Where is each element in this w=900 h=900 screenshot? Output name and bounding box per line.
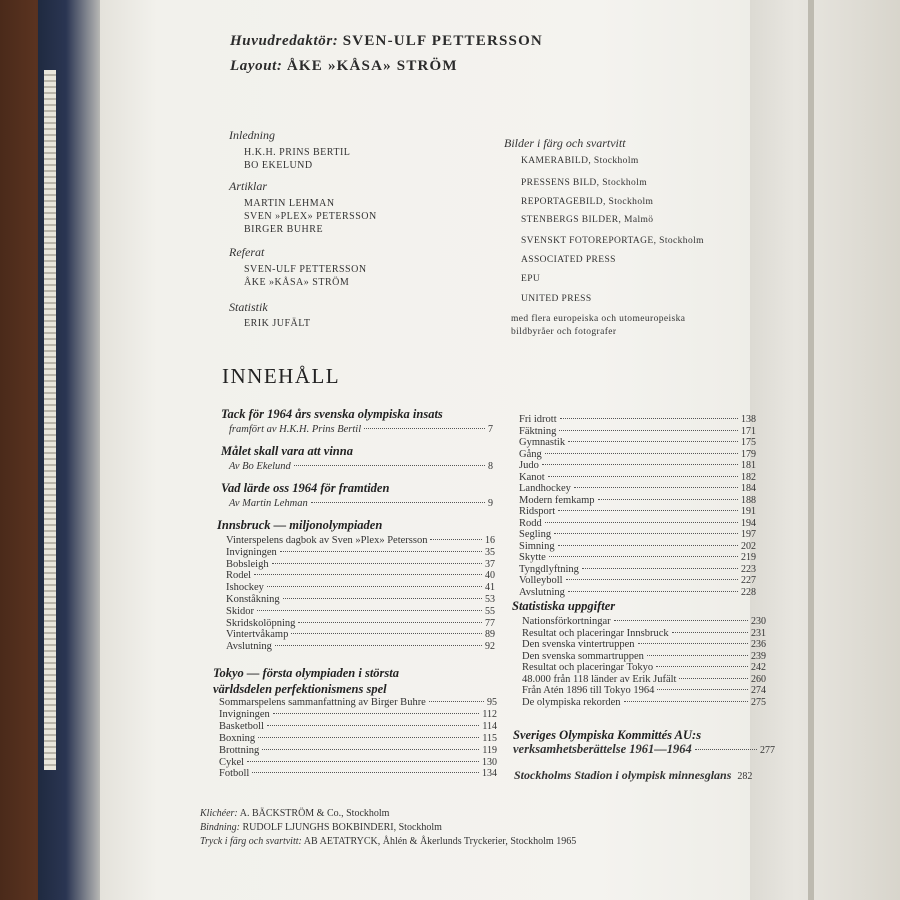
toc-entry-page: 35 xyxy=(485,546,495,558)
toc-entry-text: Ridsport xyxy=(519,506,556,517)
toc-entry xyxy=(519,460,756,471)
toc-section-title: Målet skall vara att vinna xyxy=(221,444,353,458)
toc-entry-text: Gång xyxy=(519,448,542,460)
toc-entry-page: 40 xyxy=(485,570,495,582)
leader-dots xyxy=(430,539,482,540)
imprint-tryck xyxy=(200,836,576,847)
toc-entry-page: 55 xyxy=(485,605,495,617)
toc-entry xyxy=(519,472,756,483)
toc-entry-text: Stockholms Stadion i olympisk minnesglans xyxy=(514,768,732,782)
leader-dots xyxy=(258,737,479,738)
toc-entry-text: Avslutning xyxy=(519,586,565,598)
credit-name: SVEN »PLEX» PETERSSON xyxy=(244,211,377,222)
toc-entry-page: 223 xyxy=(741,563,756,575)
toc-entry xyxy=(522,685,766,696)
toc-section-title: Innsbruck — miljonolympiaden xyxy=(217,518,383,532)
toc-entry-text: Landhockey xyxy=(519,483,571,494)
leader-dots xyxy=(549,556,738,557)
credit-name: BO EKELUND xyxy=(244,160,313,171)
photo-agency: STENBERGS BILDER, Malmö xyxy=(521,215,654,225)
toc-entry-page: 7 xyxy=(488,424,493,435)
toc-entry-page: 194 xyxy=(741,517,756,529)
toc-entry xyxy=(519,541,756,552)
leader-dots xyxy=(545,453,738,454)
toc-entry-text: Invigningen xyxy=(219,708,270,720)
toc-entry-text: Skridskolöpning xyxy=(226,617,296,629)
toc-entry xyxy=(219,733,497,744)
toc-entry-page: 236 xyxy=(751,639,766,650)
leader-dots xyxy=(262,749,479,750)
imprint-label: Klichéer: xyxy=(200,808,238,819)
toc-entry-text: Av Martin Lehman xyxy=(229,498,308,509)
toc-entry xyxy=(519,518,756,529)
toc-entry-text: Vinterspelens dagbok av Sven »Plex» Petersson xyxy=(226,535,428,546)
toc-entry-text: Kanot xyxy=(519,471,545,483)
toc-entry-page: 119 xyxy=(482,744,497,756)
toc-entry-page: 242 xyxy=(751,662,766,673)
toc-entry-page: 53 xyxy=(485,594,495,605)
photo-agency: KAMERABILD, Stockholm xyxy=(521,156,639,166)
toc-entry-page: 114 xyxy=(482,720,497,732)
imprint-value: A. BÄCKSTRÖM & Co., Stockholm xyxy=(239,808,390,819)
toc-entry-page: 181 xyxy=(741,460,756,471)
leader-dots xyxy=(291,633,482,634)
toc-section-title: Vad lärde oss 1964 för framtiden xyxy=(221,481,390,495)
credit-name: ÅKE »KÅSA» STRÖM xyxy=(244,277,350,288)
toc-entry xyxy=(519,529,756,540)
leader-dots xyxy=(566,579,738,580)
credit-name: BIRGER BUHRE xyxy=(244,224,324,235)
toc-entry-text: Vintertvåkamp xyxy=(226,629,289,641)
leader-dots xyxy=(647,655,748,656)
toc-entry-text: Volleyboll xyxy=(519,575,563,586)
toc-entry xyxy=(219,709,497,720)
toc-entry-page: 37 xyxy=(485,558,495,570)
leader-dots xyxy=(272,563,482,564)
toc-entry xyxy=(519,587,756,598)
facing-page xyxy=(750,0,900,900)
leader-dots xyxy=(672,632,748,633)
leader-dots xyxy=(679,678,748,679)
toc-entry xyxy=(522,697,766,708)
credit-name: SVEN-ULF PETTERSSON xyxy=(244,264,367,275)
leader-dots xyxy=(267,586,482,587)
toc-entry xyxy=(522,674,766,685)
toc-entry-page: 134 xyxy=(482,768,497,780)
toc-entry xyxy=(519,564,756,575)
toc-entry-page: 231 xyxy=(751,627,766,639)
leader-dots xyxy=(695,749,757,750)
toc-entry xyxy=(519,437,756,448)
toc-entry xyxy=(519,414,756,425)
credit-heading-statistik: Statistik xyxy=(229,300,268,314)
toc-entry-page: 130 xyxy=(482,756,497,768)
toc-entry-text: Boxning xyxy=(219,732,256,744)
leader-dots xyxy=(598,499,738,500)
leader-dots xyxy=(657,689,748,690)
toc-entry-text: Modern femkamp xyxy=(519,494,595,506)
cover-stripes xyxy=(44,70,56,770)
toc-entry-text: Konståkning xyxy=(226,594,280,605)
toc-entry-page: 260 xyxy=(751,673,766,685)
toc-entry-text: Judo xyxy=(519,460,539,471)
toc-entry-text: Från Atén 1896 till Tokyo 1964 xyxy=(522,685,655,696)
toc-entry xyxy=(229,498,493,509)
photo-note: bildbyråer och fotografer xyxy=(511,327,617,337)
toc-entry xyxy=(219,757,497,768)
toc-entry-page: 228 xyxy=(741,586,756,598)
toc-entry-text: Fri idrott xyxy=(519,414,557,425)
leader-dots xyxy=(273,713,480,714)
toc-entry xyxy=(522,639,766,650)
toc-entry-text: Resultat och placeringar Tokyo xyxy=(522,662,654,673)
contents-title: INNEHÅLL xyxy=(222,364,341,388)
toc-entry xyxy=(219,697,497,708)
toc-entry-page: 95 xyxy=(487,697,497,708)
leader-dots xyxy=(247,761,479,762)
leader-dots xyxy=(283,598,482,599)
credit-name: ERIK JUFÄLT xyxy=(244,318,311,329)
toc-entry-page: 8 xyxy=(488,461,493,472)
toc-entry xyxy=(226,582,495,593)
leader-dots xyxy=(545,522,738,523)
photo-agency: SVENSKT FOTOREPORTAGE, Stockholm xyxy=(521,236,704,246)
credit-heading-referat: Referat xyxy=(229,245,265,259)
toc-entry-text: Resultat och placeringar Innsbruck xyxy=(522,627,669,639)
toc-entry-text: Fotboll xyxy=(219,768,250,780)
toc-entry-text: De olympiska rekorden xyxy=(522,696,621,708)
toc-entry-page: 175 xyxy=(741,437,756,448)
leader-dots xyxy=(294,465,485,466)
toc-entry xyxy=(522,662,766,673)
toc-entry xyxy=(226,606,495,617)
toc-entry xyxy=(519,495,756,506)
layout-line xyxy=(230,58,458,75)
leader-dots xyxy=(275,645,482,646)
toc-entry-page: 89 xyxy=(485,629,495,641)
toc-entry xyxy=(519,552,756,563)
toc-entry-text: Basketboll xyxy=(219,720,264,732)
leader-dots xyxy=(656,666,748,667)
leader-dots xyxy=(568,591,738,592)
toc-entry xyxy=(226,559,495,570)
layout-label: Layout: xyxy=(230,58,283,74)
leader-dots xyxy=(254,574,482,575)
toc-entry xyxy=(219,721,497,732)
photo-agency: REPORTAGEBILD, Stockholm xyxy=(521,197,654,207)
toc-entry-page: 230 xyxy=(751,616,766,627)
toc-entry-text: Ishockey xyxy=(226,582,264,594)
toc-entry-text: Nationsförkortningar xyxy=(522,616,611,627)
toc-entry-page: 77 xyxy=(485,617,495,629)
leader-dots xyxy=(257,610,482,611)
leader-dots xyxy=(554,533,738,534)
toc-entry xyxy=(226,570,495,581)
leader-dots xyxy=(311,502,485,503)
leader-dots xyxy=(582,568,738,569)
toc-entry-text: Den svenska vintertruppen xyxy=(522,639,635,650)
toc-entry-page: 138 xyxy=(741,414,756,425)
toc-entry xyxy=(226,535,495,546)
toc-section-title: Tokyo — första olympiaden i största xyxy=(213,666,400,680)
toc-entry-text: Simning xyxy=(519,540,555,552)
toc-entry-page: 179 xyxy=(741,448,756,460)
leader-dots xyxy=(559,430,738,431)
toc-entry-page: 277 xyxy=(760,745,775,756)
toc-entry xyxy=(519,483,756,494)
toc-entry-page: 274 xyxy=(751,685,766,696)
toc-entry-page: 188 xyxy=(741,494,756,506)
toc-entry xyxy=(226,594,495,605)
toc-entry-text: framfört av H.K.H. Prins Bertil xyxy=(229,424,362,435)
leader-dots xyxy=(298,622,482,623)
toc-entry-text: Cykel xyxy=(219,756,245,768)
toc-entry-page: 275 xyxy=(751,696,766,708)
editor-label: Huvudredaktör: xyxy=(230,33,339,49)
leader-dots xyxy=(638,643,748,644)
toc-entry-page: 92 xyxy=(485,641,495,653)
toc-entry-page: 112 xyxy=(482,708,497,720)
toc-entry-page: 171 xyxy=(741,425,756,437)
leader-dots xyxy=(574,487,738,488)
toc-entry xyxy=(519,449,756,460)
toc-entry-page: 16 xyxy=(485,535,495,546)
leader-dots xyxy=(558,545,738,546)
toc-entry-page: 197 xyxy=(741,529,756,540)
leader-dots xyxy=(560,418,738,419)
toc-entry-page: 9 xyxy=(488,498,493,509)
toc-entry-text: Skytte xyxy=(519,552,546,563)
leader-dots xyxy=(548,476,738,477)
toc-entry-text: Av Bo Ekelund xyxy=(229,461,291,472)
toc-entry-text: 48.000 från 118 länder av Erik Jufält xyxy=(522,673,677,685)
toc-entry-text: Invigningen xyxy=(226,546,277,558)
toc-entry xyxy=(522,651,766,662)
toc-entry xyxy=(514,768,776,783)
toc-entry-text: Sommarspelens sammanfattning av Birger Buhre xyxy=(219,697,426,708)
photo-agency: PRESSENS BILD, Stockholm xyxy=(521,178,647,188)
imprint-label: Bindning: xyxy=(200,822,240,833)
photo-note: med flera europeiska och utomeuropeiska xyxy=(511,314,686,324)
leader-dots xyxy=(624,701,748,702)
toc-entry xyxy=(522,628,766,639)
toc-entry-page: 182 xyxy=(741,471,756,483)
imprint-klicheer xyxy=(200,808,389,819)
editor-line xyxy=(230,33,543,50)
toc-entry xyxy=(219,745,497,756)
toc-entry xyxy=(226,629,495,640)
toc-entry xyxy=(229,424,493,435)
credit-heading-bilder: Bilder i färg och svartvitt xyxy=(504,136,626,150)
leader-dots xyxy=(568,441,738,442)
toc-entry-text: Bobsleigh xyxy=(226,558,269,570)
editor-name: SVEN-ULF PETTERSSON xyxy=(342,33,543,49)
page-edge-shadow xyxy=(808,0,814,900)
toc-entry xyxy=(226,618,495,629)
credit-name: H.K.H. PRINS BERTIL xyxy=(244,147,351,158)
toc-entry-page: 227 xyxy=(741,575,756,586)
imprint-value: RUDOLF LJUNGHS BOKBINDERI, Stockholm xyxy=(242,822,442,833)
credit-name: MARTIN LEHMAN xyxy=(244,198,335,209)
toc-entry-text: Avslutning xyxy=(226,641,272,653)
toc-entry-text: Brottning xyxy=(219,744,260,756)
leader-dots xyxy=(364,428,485,429)
imprint-label: Tryck i färg och svartvitt: xyxy=(200,836,302,847)
leader-dots xyxy=(558,510,738,511)
leader-dots xyxy=(267,725,479,726)
toc-entry xyxy=(519,426,756,437)
toc-entry-page: 191 xyxy=(741,506,756,517)
leader-dots xyxy=(429,701,484,702)
toc-entry-text: Skidor xyxy=(226,605,255,617)
toc-section-title: Statistiska uppgifter xyxy=(512,599,616,613)
credit-heading-inledning: Inledning xyxy=(229,128,275,142)
toc-entry xyxy=(229,461,493,472)
toc-section-title: Sveriges Olympiska Kommittés AU:s xyxy=(513,728,702,742)
toc-entry-text: Rodel xyxy=(226,570,252,582)
credit-heading-artiklar: Artiklar xyxy=(229,179,267,193)
photo-agency: ASSOCIATED PRESS xyxy=(521,255,616,265)
leader-dots xyxy=(252,772,479,773)
imprint-bindning xyxy=(200,822,442,833)
layout-name: ÅKE »KÅSA» STRÖM xyxy=(286,58,458,74)
toc-entry-page: 184 xyxy=(741,483,756,494)
photo-agency: EPU xyxy=(521,274,541,284)
toc-entry xyxy=(519,575,756,586)
toc-entry-page: 239 xyxy=(751,650,766,662)
imprint-value: AB AETATRYCK, Åhlén & Åkerlunds Tryckerier, Stockholm 1965 xyxy=(303,836,577,847)
toc-entry-text: verksamhetsberättelse 1961—1964 xyxy=(513,742,692,756)
toc-section-title: världsdelen perfektionismens spel xyxy=(213,682,387,696)
toc-entry xyxy=(226,641,495,652)
toc-entry xyxy=(219,768,497,779)
photo-agency: UNITED PRESS xyxy=(521,294,592,304)
toc-entry-text: Den svenska sommartruppen xyxy=(522,650,644,662)
toc-entry xyxy=(513,742,775,757)
toc-entry xyxy=(522,616,766,627)
leader-dots xyxy=(614,620,748,621)
leader-dots xyxy=(280,551,482,552)
toc-entry-page: 282 xyxy=(737,771,753,782)
toc-entry-text: Rodd xyxy=(519,517,542,529)
toc-entry-page: 202 xyxy=(741,540,756,552)
toc-entry-page: 115 xyxy=(482,732,497,744)
leader-dots xyxy=(542,464,738,465)
toc-entry-page: 219 xyxy=(741,552,756,563)
toc-entry-text: Fäktning xyxy=(519,425,557,437)
toc-entry-text: Segling xyxy=(519,529,552,540)
toc-entry-text: Gymnastik xyxy=(519,437,566,448)
toc-entry xyxy=(226,547,495,558)
toc-entry-page: 41 xyxy=(485,582,495,594)
toc-entry-text: Tyngdlyftning xyxy=(519,563,579,575)
toc-section-title: Tack för 1964 års svenska olympiska insats xyxy=(221,407,443,421)
toc-entry xyxy=(519,506,756,517)
